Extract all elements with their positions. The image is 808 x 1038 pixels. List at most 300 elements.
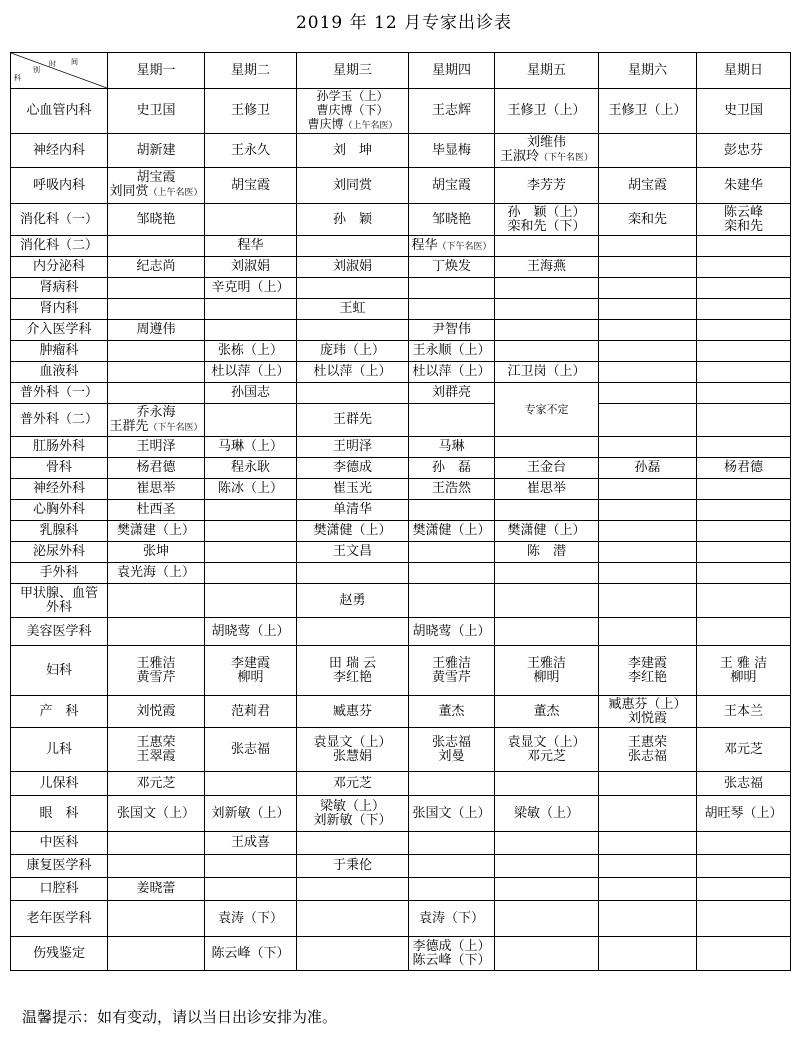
doctor-cell: 姜晓蕾 [108,878,205,901]
doctor-cell [297,878,409,901]
doctor-cell [495,563,599,584]
doctor-cell [495,618,599,646]
doctor-cell: 史卫国 [108,89,205,134]
doctor-cell [108,299,205,320]
doctor-cell [495,901,599,937]
department-cell: 甲状腺、血管 外科 [11,584,108,618]
table-row [11,796,791,832]
doctor-cell [409,832,495,855]
doctor-cell: 乔永海 王群先（下午名医） [108,404,205,437]
doctor-cell [599,542,697,563]
doctor-cell [697,563,791,584]
doctor-cell: 于秉伦 [297,855,409,878]
doctor-cell: 朱建华 [697,168,791,204]
doctor-cell [205,878,297,901]
doctor-cell: 臧惠芬（上） 刘悦霞 [599,696,697,728]
department-cell: 中医科 [11,832,108,855]
doctor-cell: 王惠荣 王翠霞 [108,728,205,772]
doctor-cell: 胡宝霞 刘同赏（上午名医） [108,168,205,204]
doctor-cell [205,563,297,584]
doctor-cell: 邓元芝 [108,772,205,796]
doctor-cell [697,320,791,341]
table-row [11,646,791,696]
department-cell: 产 科 [11,696,108,728]
doctor-cell [697,236,791,257]
doctor-cell: 王虹 [297,299,409,320]
table-row [11,500,791,521]
doctor-cell: 史卫国 [697,89,791,134]
doctor-cell: 王金台 [495,458,599,479]
doctor-cell [495,772,599,796]
doctor-cell: 王雅洁 柳明 [495,646,599,696]
doctor-cell [599,500,697,521]
doctor-cell: 王文昌 [297,542,409,563]
doctor-cell [599,134,697,168]
doctor-cell: 程华 [205,236,297,257]
department-cell: 血液科 [11,362,108,383]
doctor-cell: 王惠荣 张志福 [599,728,697,772]
doctor-cell: 袁显文（上） 邓元芝 [495,728,599,772]
department-cell: 妇科 [11,646,108,696]
doctor-cell: 李建霞 李红艳 [599,646,697,696]
doctor-cell [297,383,409,404]
doctor-cell [409,299,495,320]
doctor-cell [495,341,599,362]
corner-label-d: 间 [71,58,78,66]
doctor-cell: 刘新敏（上） [205,796,297,832]
doctor-cell [697,937,791,971]
doctor-cell: 杜以萍（上） [409,362,495,383]
table-row [11,383,791,404]
department-cell: 儿保科 [11,772,108,796]
doctor-cell [409,584,495,618]
day-header: 星期四 [409,53,495,89]
doctor-cell [495,500,599,521]
doctor-cell: 杨君德 [108,458,205,479]
doctor-cell: 邓元芝 [697,728,791,772]
doctor-cell [697,437,791,458]
doctor-cell [697,584,791,618]
schedule-body [11,89,791,971]
table-row [11,320,791,341]
doctor-cell [599,796,697,832]
table-row [11,404,791,437]
day-header: 星期日 [697,53,791,89]
table-row [11,362,791,383]
doctor-cell: 刘 坤 [297,134,409,168]
doctor-cell: 周遵伟 [108,320,205,341]
schedule-table [10,52,791,971]
department-cell: 伤残鉴定 [11,937,108,971]
doctor-cell: 董杰 [409,696,495,728]
department-cell: 肾病科 [11,278,108,299]
doctor-cell [697,404,791,437]
doctor-cell: 王雅洁 黄雪芹 [409,646,495,696]
department-cell: 消化科（一） [11,204,108,236]
doctor-cell: 王浩然 [409,479,495,500]
department-cell: 肾内科 [11,299,108,320]
doctor-cell: 刘淑娟 [297,257,409,278]
doctor-cell [599,878,697,901]
doctor-cell: 张坤 [108,542,205,563]
doctor-cell [409,278,495,299]
doctor-cell [495,832,599,855]
table-row [11,772,791,796]
doctor-cell: 程华（下午名医） [409,236,495,257]
doctor-cell: 李芳芳 [495,168,599,204]
doctor-cell: 王修卫（上） [599,89,697,134]
table-row [11,878,791,901]
doctor-cell [297,618,409,646]
doctor-cell: 程永耿 [205,458,297,479]
doctor-cell [599,479,697,500]
doctor-cell [205,855,297,878]
doctor-cell: 樊潇健（上） [297,521,409,542]
doctor-cell: 王 雅 洁 柳明 [697,646,791,696]
department-cell: 康复医学科 [11,855,108,878]
doctor-cell [108,362,205,383]
doctor-cell: 刘同赏 [297,168,409,204]
doctor-cell: 张国文（上） [409,796,495,832]
doctor-cell [108,278,205,299]
doctor-cell [297,832,409,855]
doctor-cell [697,383,791,404]
table-row [11,832,791,855]
doctor-cell: 王本兰 [697,696,791,728]
doctor-cell [697,855,791,878]
doctor-cell [599,521,697,542]
doctor-cell [697,257,791,278]
doctor-cell: 董杰 [495,696,599,728]
doctor-cell [697,299,791,320]
department-cell: 内分泌科 [11,257,108,278]
page-title: 2019 年 12 月专家出诊表 [295,13,513,33]
doctor-cell: 孙 磊 [409,458,495,479]
table-row [11,728,791,772]
doctor-cell [599,437,697,458]
table-row [11,563,791,584]
doctor-cell: 王海燕 [495,257,599,278]
department-cell: 呼吸内科 [11,168,108,204]
doctor-cell [599,855,697,878]
day-header: 星期三 [297,53,409,89]
doctor-cell [697,278,791,299]
doctor-cell [697,542,791,563]
doctor-cell: 陈云峰 栾和先 [697,204,791,236]
doctor-cell [108,832,205,855]
doctor-cell [205,204,297,236]
doctor-cell: 胡新建 [108,134,205,168]
doctor-cell: 庞玮（上） [297,341,409,362]
doctor-cell [108,901,205,937]
doctor-cell: 马琳（上） [205,437,297,458]
doctor-cell: 孙学玉（上） 曹庆博（下） 曹庆博（上午名医） [297,89,409,134]
table-row [11,479,791,500]
doctor-cell [409,878,495,901]
doctor-cell: 袁涛（下） [409,901,495,937]
department-cell: 普外科（一） [11,383,108,404]
doctor-cell [495,878,599,901]
doctor-cell [297,320,409,341]
doctor-cell: 纪志尚 [108,257,205,278]
doctor-cell: 王永久 [205,134,297,168]
doctor-cell [205,320,297,341]
doctor-cell [599,278,697,299]
doctor-cell: 胡宝霞 [205,168,297,204]
doctor-cell [697,521,791,542]
doctor-cell: 王修卫 [205,89,297,134]
doctor-cell: 赵勇 [297,584,409,618]
department-cell: 泌尿外科 [11,542,108,563]
doctor-cell [205,584,297,618]
table-row [11,521,791,542]
table-row [11,937,791,971]
doctor-cell: 王永顺（上） [409,341,495,362]
department-cell: 普外科（二） [11,404,108,437]
department-cell: 肛肠外科 [11,437,108,458]
department-cell: 儿科 [11,728,108,772]
doctor-cell [697,341,791,362]
doctor-cell [495,236,599,257]
doctor-cell [108,584,205,618]
doctor-cell: 范莉君 [205,696,297,728]
doctor-cell [297,278,409,299]
doctor-cell [697,500,791,521]
doctor-cell [297,937,409,971]
doctor-cell: 崔思举 [495,479,599,500]
doctor-cell [409,500,495,521]
doctor-cell: 王成喜 [205,832,297,855]
doctor-cell [599,772,697,796]
doctor-cell: 张志福 [697,772,791,796]
doctor-cell: 江卫岗（上） [495,362,599,383]
doctor-cell [697,618,791,646]
doctor-cell: 马琳 [409,437,495,458]
department-cell: 乳腺科 [11,521,108,542]
doctor-cell [409,563,495,584]
department-cell: 老年医学科 [11,901,108,937]
day-header: 星期六 [599,53,697,89]
department-cell: 神经外科 [11,479,108,500]
table-row [11,204,791,236]
doctor-cell: 胡宝霞 [599,168,697,204]
doctor-cell: 刘维伟 王淑玲（下午名医） [495,134,599,168]
doctor-cell: 王修卫（上） [495,89,599,134]
doctor-cell: 袁光海（上） [108,563,205,584]
doctor-cell: 袁显文（上） 张慧娟 [297,728,409,772]
table-row [11,278,791,299]
doctor-cell: 孙 颖 [297,204,409,236]
doctor-cell: 杜以萍（上） [297,362,409,383]
doctor-cell [697,362,791,383]
doctor-cell: 胡旺琴（上） [697,796,791,832]
department-cell: 肿瘤科 [11,341,108,362]
doctor-cell [697,832,791,855]
table-row [11,257,791,278]
table-row [11,696,791,728]
doctor-cell: 孙国志 [205,383,297,404]
table-row [11,584,791,618]
doctor-cell: 胡晓莺（上） [409,618,495,646]
doctor-cell [108,236,205,257]
doctor-cell: 王明泽 [297,437,409,458]
table-row [11,134,791,168]
doctor-cell: 栾和先 [599,204,697,236]
doctor-cell: 尹智伟 [409,320,495,341]
doctor-cell: 陈冰（上） [205,479,297,500]
doctor-cell [205,299,297,320]
doctor-cell: 张志福 [205,728,297,772]
header-row [11,53,791,89]
doctor-cell [495,937,599,971]
doctor-cell: 杜以萍（上） [205,362,297,383]
doctor-cell [599,901,697,937]
department-cell: 心胸外科 [11,500,108,521]
corner-label-c: 时 [49,60,56,68]
doctor-cell [697,878,791,901]
doctor-cell: 李建霞 柳明 [205,646,297,696]
doctor-cell: 李德成（上） 陈云峰（下） [409,937,495,971]
corner-label-b: 别 [33,66,40,74]
doctor-cell: 邓元芝 [297,772,409,796]
special-note-cell: 专家不定 [495,383,599,437]
day-header: 星期二 [205,53,297,89]
doctor-cell [697,479,791,500]
doctor-cell [599,832,697,855]
day-header: 星期五 [495,53,599,89]
doctor-cell [599,257,697,278]
doctor-cell: 王明泽 [108,437,205,458]
table-row [11,618,791,646]
doctor-cell: 樊潇健（上） [495,521,599,542]
doctor-cell [205,500,297,521]
department-cell: 神经内科 [11,134,108,168]
table-row [11,437,791,458]
doctor-cell [205,542,297,563]
doctor-cell [599,383,697,404]
doctor-cell: 陈云峰（下） [205,937,297,971]
doctor-cell [205,404,297,437]
doctor-cell [495,278,599,299]
corner-cell [11,53,108,89]
table-row [11,542,791,563]
doctor-cell: 邹晓艳 [108,204,205,236]
doctor-cell: 袁涛（下） [205,901,297,937]
doctor-cell: 彭忠芬 [697,134,791,168]
doctor-cell [495,584,599,618]
table-row [11,458,791,479]
doctor-cell: 孙磊 [599,458,697,479]
doctor-cell: 丁焕发 [409,257,495,278]
doctor-cell: 王志辉 [409,89,495,134]
doctor-cell: 梁敏（上） [495,796,599,832]
doctor-cell [108,383,205,404]
notice-text: 温馨提示：如有变动，请以当日出诊安排为准。 [22,1008,338,1026]
department-cell: 消化科（二） [11,236,108,257]
doctor-cell [599,563,697,584]
doctor-cell [599,404,697,437]
doctor-cell: 毕显梅 [409,134,495,168]
doctor-cell: 张志福 刘曼 [409,728,495,772]
doctor-cell [599,618,697,646]
doctor-cell: 辛克明（上） [205,278,297,299]
doctor-cell [495,855,599,878]
doctor-cell: 陈 潜 [495,542,599,563]
doctor-cell: 崔思举 [108,479,205,500]
doctor-cell: 孙 颖（上） 栾和先（下） [495,204,599,236]
doctor-cell [297,901,409,937]
doctor-cell [297,236,409,257]
doctor-cell [108,937,205,971]
corner-label-a: 科 [14,74,21,82]
doctor-cell [108,618,205,646]
doctor-cell: 胡晓莺（上） [205,618,297,646]
doctor-cell [409,772,495,796]
doctor-cell [599,362,697,383]
doctor-cell: 单清华 [297,500,409,521]
doctor-cell: 刘淑娟 [205,257,297,278]
day-header: 星期一 [108,53,205,89]
department-cell: 手外科 [11,563,108,584]
doctor-cell [599,584,697,618]
doctor-cell [697,901,791,937]
doctor-cell [409,404,495,437]
department-cell: 骨科 [11,458,108,479]
doctor-cell [205,521,297,542]
department-cell: 心血管内科 [11,89,108,134]
table-row [11,236,791,257]
doctor-cell: 杜西圣 [108,500,205,521]
doctor-cell: 王雅洁 黄雪芹 [108,646,205,696]
table-row [11,855,791,878]
doctor-cell: 刘悦霞 [108,696,205,728]
doctor-cell: 田 瑞 云 李红艳 [297,646,409,696]
department-cell: 眼 科 [11,796,108,832]
doctor-cell: 邹晓艳 [409,204,495,236]
department-cell: 美容医学科 [11,618,108,646]
doctor-cell [108,341,205,362]
table-row [11,299,791,320]
doctor-cell: 胡宝霞 [409,168,495,204]
doctor-cell: 张国文（上） [108,796,205,832]
doctor-cell [495,299,599,320]
table-row [11,168,791,204]
doctor-cell [409,855,495,878]
doctor-cell: 张栋（上） [205,341,297,362]
doctor-cell: 臧惠芬 [297,696,409,728]
doctor-cell [495,320,599,341]
doctor-cell [205,772,297,796]
doctor-cell [599,937,697,971]
table-row [11,89,791,134]
department-cell: 口腔科 [11,878,108,901]
doctor-cell: 樊潇建（上） [108,521,205,542]
doctor-cell [409,542,495,563]
table-row [11,341,791,362]
doctor-cell: 王群先 [297,404,409,437]
doctor-cell: 梁敏（上） 刘新敏（下） [297,796,409,832]
doctor-cell [599,236,697,257]
doctor-cell [599,341,697,362]
doctor-cell: 李德成 [297,458,409,479]
doctor-cell: 樊潇健（上） [409,521,495,542]
doctor-cell: 杨君德 [697,458,791,479]
doctor-cell: 崔玉光 [297,479,409,500]
department-cell: 介入医学科 [11,320,108,341]
doctor-cell [599,299,697,320]
doctor-cell [495,437,599,458]
table-row [11,901,791,937]
